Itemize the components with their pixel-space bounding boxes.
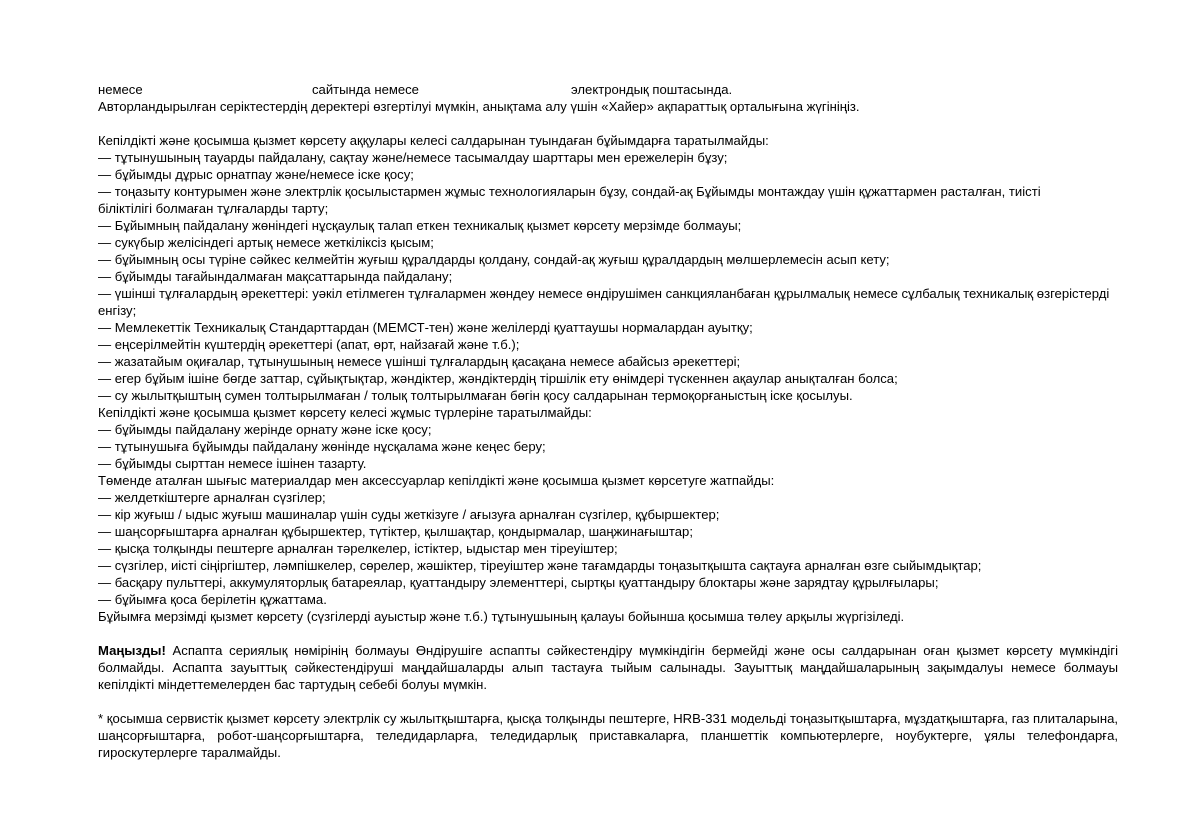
exclusion-item: — егер бұйым ішіне бөгде заттар, сұйықтықтар, жәндіктер, жәндіктердің тіршілік ету өнімдері түскеннен ақаулар анықталған болса; bbox=[98, 371, 898, 386]
contact-text-2: сайтында немесе bbox=[312, 82, 419, 97]
not-covered-intro: Кепілдікті және қосымша қызмет көрсету келесі жұмыс түрлеріне таратылмайды: bbox=[98, 405, 592, 420]
exclusion-item: — су жылытқыштың сумен толтырылмаған / толық толтырылмаған бөгін қосу салдарынан термоқорғаныстың іске қосылуы. bbox=[98, 388, 853, 403]
exclusion-item: — сукүбыр желісіндегі артық немесе жеткіліксіз қысым; bbox=[98, 235, 434, 250]
document-page bbox=[98, 81, 1122, 761]
exclusion-item: — еңсерілмейтін күштердің әрекеттері (апат, өрт, найзағай және т.б.); bbox=[98, 337, 520, 352]
contact-line bbox=[98, 81, 1122, 98]
exclusion-item: — үшінші тұлғалардың әрекеттері: уәкіл етілмеген тұлғалармен жөндеу немесе өндірушімен санкцияланбаған құрылмалық немесе сұлбалық техникалық өзгерістерді енгізу; bbox=[98, 286, 1110, 318]
consumable-item: — кір жуғыш / ыдыс жуғыш машиналар үшін суды жеткізуге / ағызуға арналған сүзгілер, құбыршектер; bbox=[98, 507, 720, 522]
not-covered-item: — бұйымды пайдалану жерінде орнату және іске қосу; bbox=[98, 422, 432, 437]
important-paragraph bbox=[98, 642, 1118, 693]
important-text: Аспапта сериялық нөмірінің болмауы Өндірушіге аспапты сәйкестендіру мүмкіндігін бермейді және осы салдарынан оған қызмет көрсету мүмкіндігі болмайды. Аспапта зауыттық сәйкестендіруші маңдайшаларды алып тастауға тыйым салынады. Зауыттық маңдайшаларының зақымдалуы немесе болмауы кепілдікті міндеттемелерден бас тартудың себебі болуы мүмкін. bbox=[98, 643, 1118, 692]
exclusions-intro: Кепілдікті және қосымша қызмет көрсету аққулары келесі салдарынан туындаған бұйымдарға таратылмайды: bbox=[98, 133, 769, 148]
footnote: * қосымша сервистік қызмет көрсету электрлік су жылытқыштарға, қысқа толқынды пештерге, HRB-331 модельді тоңазытқыштарға, мұздатқыштарға, газ плиталарына, шаңсорғыштарға, робот-шаңсорғыштарға, теледидарларға, теледидарлық приставкаларға, планшеттік компьютерлерге, ноубуктерге, ұялы телефондарға, гироскутерлерге таралмайды. bbox=[98, 711, 1118, 760]
consumable-item: — бұйымға қоса берілетін құжаттама. bbox=[98, 592, 327, 607]
maintenance-note: Бұйымға мерзімді қызмет көрсету (сүзгілерді ауыстыр және т.б.) тұтынушының қалауы бойынша қосымша төлеу арқылы жүргізіледі. bbox=[98, 609, 905, 624]
exclusion-item: — Мемлекеттік Техникалық Стандарттардан (МЕМСТ-тен) және желілерді қуаттаушы нормалардан ауытқу; bbox=[98, 320, 753, 335]
important-label: Маңызды! bbox=[98, 643, 166, 658]
exclusion-item: — бұйымды тағайындалмаған мақсаттарында пайдалану; bbox=[98, 269, 453, 284]
exclusion-item: — тоңазыту контурымен және электрлік қосылыстармен жұмыс технологияларын бұзу, сондай-ақ Бұйымды монтаждау үшін құжаттармен расталған, тиісті біліктілігі болмаған тұлғаларды тарту; bbox=[98, 184, 1041, 216]
consumable-item: — басқару пульттері, аккумуляторлық батареялар, қуаттандыру элементтері, сыртқы қуаттандыру блоктары және зарядтау құрылғылары; bbox=[98, 575, 939, 590]
partners-note: Авторландырылған серіктестердің деректері өзгертілуі мүмкін, анықтама алу үшін «Хайер» ақпараттық орталығына жүгініңіз. bbox=[98, 99, 860, 114]
exclusion-item: — тұтынушының тауарды пайдалану, сақтау және/немесе тасымалдау шарттары мен ережелерін бұзу; bbox=[98, 150, 728, 165]
consumable-item: — шаңсорғыштарға арналған құбыршектер, түтіктер, қылшақтар, қондырмалар, шаңжинағыштар; bbox=[98, 524, 693, 539]
exclusion-item: — жазатайым оқиғалар, тұтынушының немесе үшінші тұлғалардың қасақана немесе абайсыз әрекеттері; bbox=[98, 354, 741, 369]
exclusion-item: — бұйымның осы түріне сәйкес келмейтін жуғыш құралдарды қолдану, сондай-ақ жуғыш құралдардың мөлшерлемесін асып кету; bbox=[98, 252, 890, 267]
not-covered-item: — тұтынушыға бұйымды пайдалану жөнінде нұсқалама және кеңес беру; bbox=[98, 439, 546, 454]
contact-text-1: немесе bbox=[98, 82, 143, 97]
exclusion-item: — Бұйымның пайдалану жөніндегі нұсқаулық талап еткен техникалық қызмет көрсету мерзімде болмауы; bbox=[98, 218, 742, 233]
exclusion-item: — бұйымды дұрыс орнатпау және/немесе іске қосу; bbox=[98, 167, 414, 182]
consumables-intro: Төменде аталған шығыс материалдар мен аксессуарлар кепілдікті және қосымша қызмет көрсетуге жатпайды: bbox=[98, 473, 775, 488]
consumable-item: — сүзгілер, иісті сіңіргіштер, ләмпішкелер, сөрелер, жәшіктер, тіреуіштер және тағамдарды тоңазытқышта сақтауға арналған өзге сыйымдықтар; bbox=[98, 558, 982, 573]
contact-text-3: электрондық поштасында. bbox=[571, 82, 733, 97]
not-covered-item: — бұйымды сырттан немесе ішінен тазарту. bbox=[98, 456, 367, 471]
consumable-item: — қысқа толқынды пештерге арналған тәрелкелер, істіктер, ыдыстар мен тіреуіштер; bbox=[98, 541, 618, 556]
consumable-item: — желдеткіштерге арналған сүзгілер; bbox=[98, 490, 326, 505]
